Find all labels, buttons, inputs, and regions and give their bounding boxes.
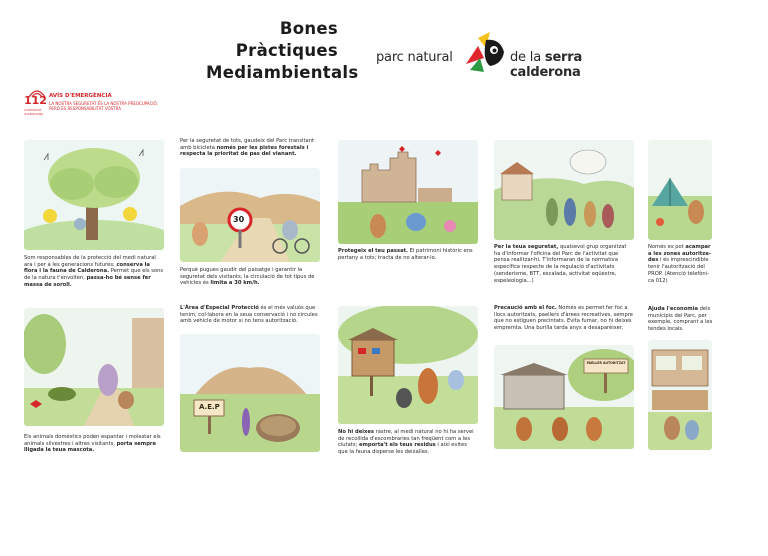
illustration-no-litter — [338, 306, 478, 424]
emergency-region: COMUNITAT VALENCIANA — [24, 108, 44, 116]
illustration-castle-heritage — [338, 140, 478, 244]
speed-limit-sign: 30 — [233, 215, 245, 224]
aep-sign: A.E.P — [199, 403, 220, 411]
title-line-1: Bones — [279, 19, 338, 38]
caption-protected-area: L'Àrea d'Especial Protecció és el més valuós que tenim, col·labora en la seua conservació i no circules amb vehicle de motor si no tens autorització. — [180, 305, 318, 325]
illustration-authorized-bbq — [494, 345, 634, 449]
illustration-pets-leash — [24, 308, 164, 426]
illustration-tree-birds — [24, 140, 164, 250]
illustration-protected-area — [180, 334, 320, 452]
bbq-sign: PAELLER AUTORITZAT — [586, 361, 626, 365]
park-logo — [376, 28, 636, 78]
title-line-3: Mediambientals — [206, 63, 359, 82]
illustration-camping — [648, 140, 712, 240]
illustration-local-shops — [648, 340, 712, 450]
logo-text-serra-calderona: de la serra calderona — [510, 50, 583, 80]
logo-text-parc-natural: parc natural — [376, 50, 453, 65]
caption-speed-limit: Perquè pugues gaudir del paisatge i garantir la seguretat dels visitants, la circulació de tot tipus de vehicles és limita a 30 km/h. — [180, 267, 315, 287]
emergency-text: LA NOSTRA SEGURETAT ÉS LA NOSTRA PREOCUPACIÓ, PERÒ ÉS RESPONSABILITAT VOSTRA — [49, 101, 158, 111]
emergency-notice — [24, 92, 174, 120]
page-title — [206, 18, 359, 84]
caption-camping: Només es pot acampar a les zones autoritza-des i és imprescindible tenir l'autorització del PROP. (Atenció telefòni-ca 012) — [648, 244, 711, 284]
bird-logo-icon — [456, 28, 508, 78]
caption-bicycle: Per la seguretat de tots, gaudeix del Parc transitant amb bicicleta només per les pistes forestals i respecta la prioritat de pas del vianant. — [180, 138, 315, 158]
emergency-title: AVÍS D'EMERGÈNCIA — [49, 93, 112, 99]
caption-fire: Precaució amb el foc. Només es permet fer foc a llocs autoritzats, paellers d'àrees recreatives, sempre que no estiguen precintats. Evita fumar, no hi deixes empremta. Una burilla tarda anys a desaparèixer. — [494, 305, 633, 332]
caption-no-trace: No hi deixes rastre, al medi natural no hi ha servei de recollida d'escombraries tan freqüent com a les ciutats; emporta't els teus residus i així evites que la fauna disperse les deixalles. — [338, 429, 474, 456]
illustration-speed-cyclists — [180, 168, 320, 262]
caption-pets: Els animals domèstics poden espantar i molestar els animals silvestres i altres visitants, porta sempre lligada la teua mascota. — [24, 434, 161, 454]
caption-heritage: Protegeix el teu passat. El patrimoni històric ens pertany a tots; tracta de no alterar-lo. — [338, 248, 473, 261]
title-line-2: Pràctiques — [235, 41, 338, 60]
caption-local-economy: Ajuda l'economia dels municipis del Parc, per exemple, comprant a les tendes locals. — [648, 306, 713, 333]
caption-group-safety: Per la teua seguretat, qualsevol grup organitzat ha d'informar l'oficina del Parc de l'activitat que pensa realitzar-hi. T'informaran de la normativa específica respecte de la regulació d'activitats (senderisme, BTT, escalada, activitat eqüestre, espeleologia...) — [494, 244, 627, 284]
emergency-number: 112 — [24, 94, 47, 107]
caption-flora-fauna: Som responsables de la protecció del medi natural ara i per a les generacions futures: conserva la flora i la fauna de Calderona. Permet que els sons de la natura t'envolten, passa-ho bé sense fer massa de soroll. — [24, 255, 164, 288]
illustration-park-office — [494, 140, 634, 240]
